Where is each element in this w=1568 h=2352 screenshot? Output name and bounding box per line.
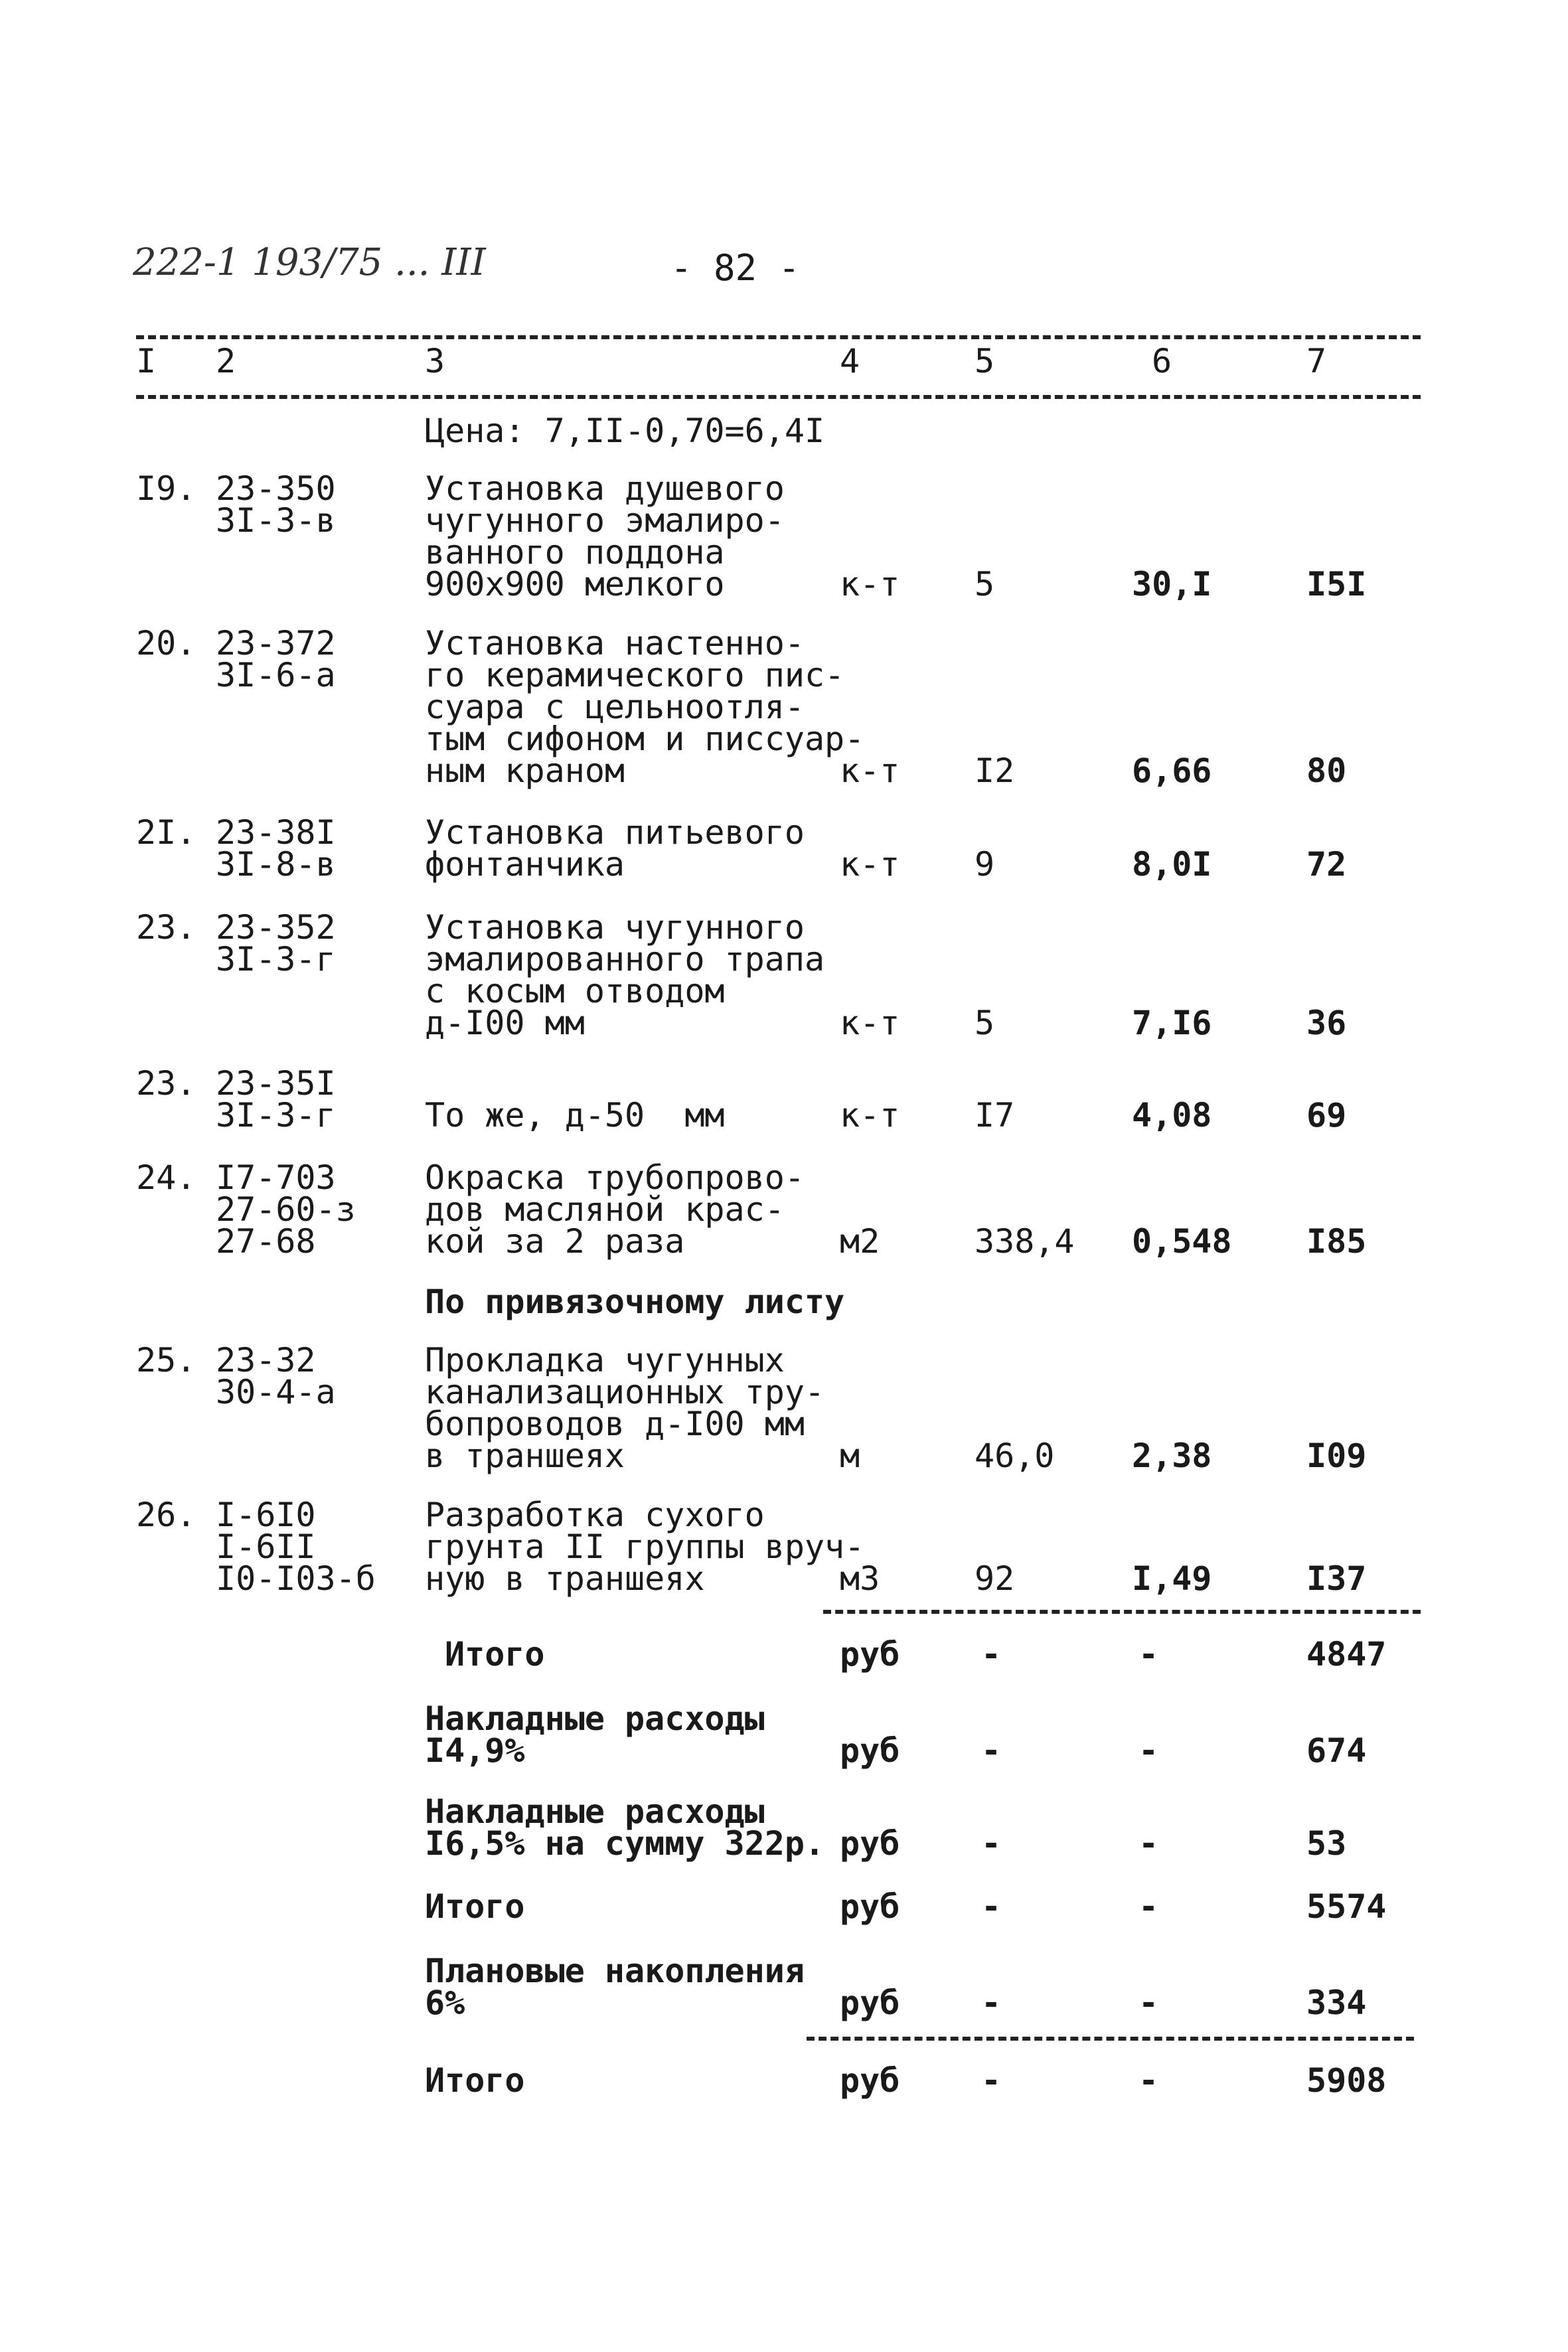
header-top-rule bbox=[136, 335, 1421, 339]
row-quantity: I2 bbox=[975, 751, 1015, 790]
totals-value: 53 bbox=[1306, 1824, 1347, 1863]
row-number: 23. bbox=[136, 908, 196, 947]
col-header-4: 4 bbox=[840, 342, 860, 380]
totals-unit: руб bbox=[840, 1635, 900, 1674]
row-codes: 23-32 30-4-а bbox=[216, 1341, 336, 1411]
row-price: 0,548 bbox=[1132, 1222, 1232, 1261]
row-number: 2I. bbox=[136, 813, 196, 852]
row-total: I5I bbox=[1306, 565, 1367, 603]
row-unit: м3 bbox=[840, 1559, 880, 1598]
row-quantity: 5 bbox=[975, 565, 995, 603]
totals-value: 5908 bbox=[1306, 2061, 1387, 2100]
price-note: Цена: 7,II-0,70=6,4I bbox=[425, 412, 825, 450]
row-unit: к-т bbox=[840, 845, 900, 884]
row-quantity: I7 bbox=[975, 1096, 1015, 1135]
row-codes: 23-35I 3I-3-г bbox=[216, 1064, 336, 1135]
row-codes: 23-372 3I-6-а bbox=[216, 624, 336, 694]
totals-unit: руб bbox=[840, 1984, 900, 2022]
totals-price: - bbox=[1138, 1824, 1159, 1863]
row-price: 4,08 bbox=[1132, 1096, 1212, 1135]
row-description: Установка чугунного эмалированного трапа с косым отводом д-I00 мм bbox=[425, 908, 825, 1042]
row-description: Установка настенно- го керамического пис- суара с цельноотля- тым сифоном и писсуар- ным краном bbox=[425, 624, 865, 790]
row-price: 30,I bbox=[1132, 565, 1212, 603]
row-description: Установка душевого чугунного эмалиро- ванного поддона 900х900 мелкого bbox=[425, 469, 785, 603]
row-number: I9. bbox=[136, 469, 196, 508]
row-quantity: 92 bbox=[975, 1559, 1015, 1598]
row-number: 20. bbox=[136, 624, 196, 663]
row-number: 26. bbox=[136, 1496, 196, 1534]
totals-qty: - bbox=[981, 1984, 1002, 2022]
row-price: 7,I6 bbox=[1132, 1004, 1212, 1042]
totals-label: Накладные расходы I6,5% на сумму 322р. bbox=[425, 1792, 825, 1863]
totals-price: - bbox=[1138, 1887, 1159, 1926]
col-header-7: 7 bbox=[1306, 342, 1327, 380]
totals-label: Накладные расходы I4,9% bbox=[425, 1699, 765, 1770]
totals-price: - bbox=[1138, 1984, 1159, 2022]
totals-price: - bbox=[1138, 1635, 1159, 1674]
row-price: 6,66 bbox=[1132, 751, 1212, 790]
totals-value: 4847 bbox=[1306, 1635, 1387, 1674]
totals-qty: - bbox=[981, 1635, 1002, 1674]
row-codes: 23-38I 3I-8-в bbox=[216, 813, 336, 884]
totals-unit: руб bbox=[840, 1887, 900, 1926]
row-quantity: 338,4 bbox=[975, 1222, 1075, 1261]
row-description: То же, д-50 мм bbox=[425, 1096, 725, 1135]
row-total: 36 bbox=[1306, 1004, 1347, 1042]
totals-label: Итого bbox=[445, 1635, 545, 1674]
row-price: 8,0I bbox=[1132, 845, 1212, 884]
row-total: I85 bbox=[1306, 1222, 1367, 1261]
final-rule bbox=[807, 2037, 1414, 2041]
col-header-5: 5 bbox=[975, 342, 995, 380]
row-unit: к-т bbox=[840, 751, 900, 790]
totals-rule bbox=[823, 1610, 1421, 1614]
totals-label: Итого bbox=[425, 2061, 525, 2100]
totals-qty: - bbox=[981, 1824, 1002, 1863]
handwritten-stamp: 222-1 193/75 ... III bbox=[133, 241, 486, 284]
row-total: I37 bbox=[1306, 1559, 1367, 1598]
totals-qty: - bbox=[981, 1731, 1002, 1770]
col-header-3: 3 bbox=[425, 342, 445, 380]
row-total: I09 bbox=[1306, 1437, 1367, 1475]
page-number: - 82 - bbox=[670, 247, 801, 289]
row-codes: I7-703 27-60-з 27-68 bbox=[216, 1158, 356, 1261]
row-price: I,49 bbox=[1132, 1559, 1212, 1598]
row-codes: 23-350 3I-3-в bbox=[216, 469, 336, 540]
totals-value: 674 bbox=[1306, 1731, 1367, 1770]
row-quantity: 5 bbox=[975, 1004, 995, 1042]
row-quantity: 46,0 bbox=[975, 1437, 1055, 1475]
row-codes: 23-352 3I-3-г bbox=[216, 908, 336, 979]
row-description: Прокладка чугунных канализационных тру- бопроводов д-I00 мм в траншеях bbox=[425, 1341, 825, 1475]
totals-unit: руб bbox=[840, 1731, 900, 1770]
totals-value: 334 bbox=[1306, 1984, 1367, 2022]
totals-price: - bbox=[1138, 2061, 1159, 2100]
header-bottom-rule bbox=[136, 395, 1421, 399]
totals-unit: руб bbox=[840, 2061, 900, 2100]
row-quantity: 9 bbox=[975, 845, 995, 884]
row-description: Установка питьевого фонтанчика bbox=[425, 813, 805, 884]
row-number: 23. bbox=[136, 1064, 196, 1103]
totals-label: Итого bbox=[425, 1887, 525, 1926]
row-unit: к-т bbox=[840, 1004, 900, 1042]
totals-price: - bbox=[1138, 1731, 1159, 1770]
row-total: 72 bbox=[1306, 845, 1347, 884]
row-unit: к-т bbox=[840, 565, 900, 603]
row-description: Окраска трубопрово- дов масляной крас- кой за 2 раза bbox=[425, 1158, 805, 1261]
col-header-1: I bbox=[136, 342, 157, 380]
row-total: 69 bbox=[1306, 1096, 1347, 1135]
totals-unit: руб bbox=[840, 1824, 900, 1863]
totals-qty: - bbox=[981, 1887, 1002, 1926]
totals-label: Плановые накопления 6% bbox=[425, 1952, 805, 2022]
totals-qty: - bbox=[981, 2061, 1002, 2100]
row-total: 80 bbox=[1306, 751, 1347, 790]
row-number: 25. bbox=[136, 1341, 196, 1379]
row-description: Разработка сухого грунта II группы вруч- ную в траншеях bbox=[425, 1496, 865, 1598]
section-note: По привязочному листу bbox=[425, 1283, 845, 1321]
row-unit: к-т bbox=[840, 1096, 900, 1135]
row-number: 24. bbox=[136, 1158, 196, 1197]
row-unit: м bbox=[840, 1437, 860, 1475]
row-unit: м2 bbox=[840, 1222, 880, 1261]
row-price: 2,38 bbox=[1132, 1437, 1212, 1475]
col-header-6: 6 bbox=[1152, 342, 1172, 380]
row-codes: I-6I0 I-6II I0-I03-б bbox=[216, 1496, 376, 1598]
col-header-2: 2 bbox=[216, 342, 236, 380]
totals-value: 5574 bbox=[1306, 1887, 1387, 1926]
